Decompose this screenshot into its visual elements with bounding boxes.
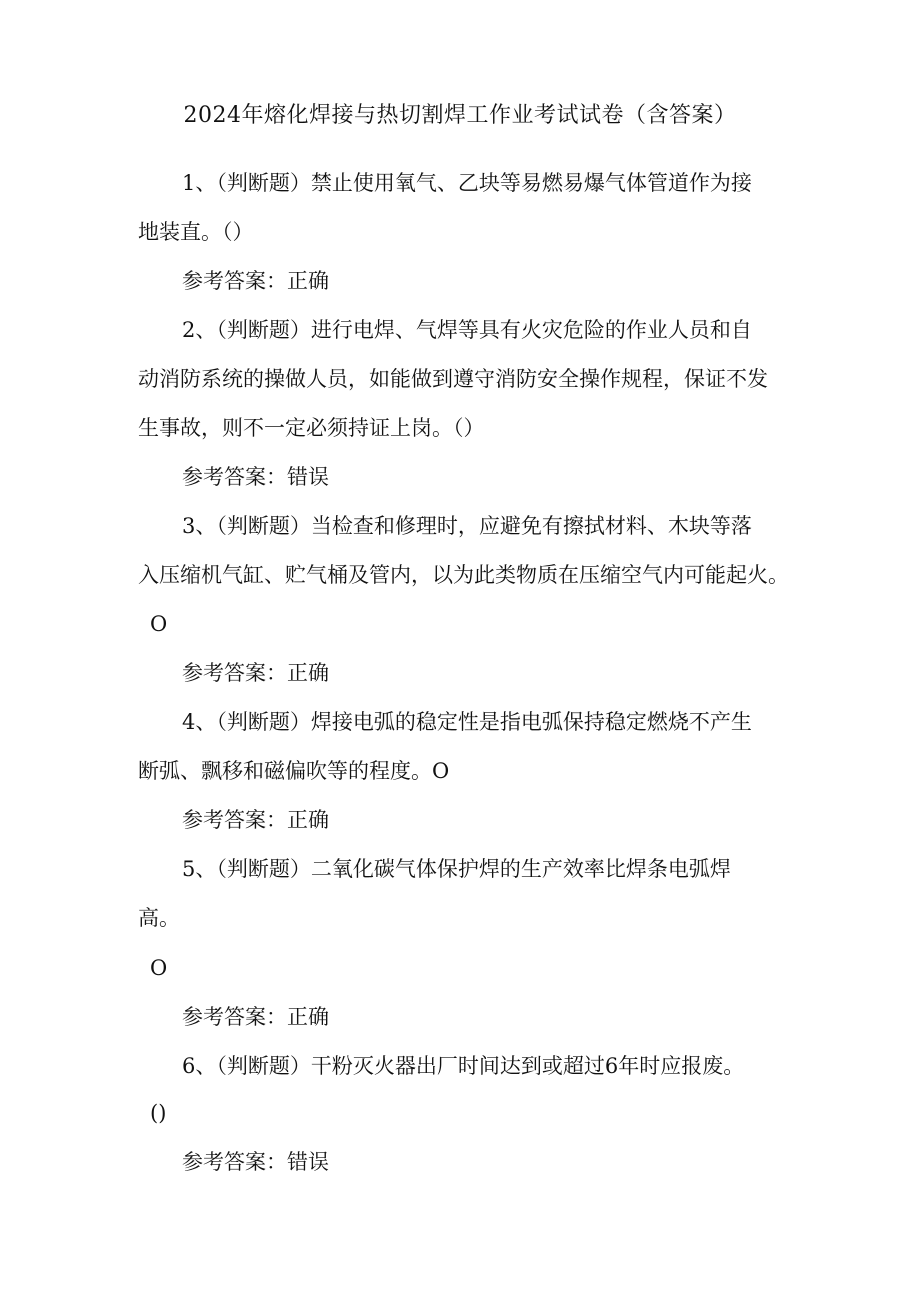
question-2-line-1: 2、（判断题）进行电焊、气焊等具有火灾危险的作业人员和自 xyxy=(182,318,752,342)
question-5-line-1: 5、（判断题）二氧化碳气体保护焊的生产效率比焊条电弧焊 xyxy=(182,857,731,881)
question-1-line-1: 1、（判断题）禁止使用氧气、乙块等易燃易爆气体管道作为接 xyxy=(182,171,752,195)
question-3-line-3: O xyxy=(150,612,168,636)
question-1-answer: 参考答案：正确 xyxy=(182,269,329,293)
question-3-line-1: 3、（判断题）当检查和修理时，应避免有擦拭材料、木块等落 xyxy=(182,514,752,538)
question-6-answer: 参考答案：错误 xyxy=(182,1150,329,1174)
question-5-line-2: 高。 xyxy=(138,906,180,930)
question-2-line-2: 动消防系统的操做人员，如能做到遵守消防安全操作规程，保证不发 xyxy=(138,367,768,391)
question-5-line-3: O xyxy=(150,956,168,980)
question-3-answer: 参考答案：正确 xyxy=(182,661,329,685)
question-3-line-2: 入压缩机气缸、贮气桶及管内，以为此类物质在压缩空气内可能起火。 xyxy=(138,563,789,587)
question-4-line-2: 断弧、飘移和磁偏吹等的程度。O xyxy=(138,759,450,783)
question-2-answer: 参考答案：错误 xyxy=(182,465,329,489)
document-title: 2024年熔化焊接与热切割焊工作业考试试卷（含答案） xyxy=(183,103,737,128)
question-4-answer: 参考答案：正确 xyxy=(182,808,329,832)
question-5-answer: 参考答案：正确 xyxy=(182,1005,329,1029)
question-6-line-2: () xyxy=(150,1101,167,1125)
question-6-line-1: 6、（判断题）干粉灭火器出厂时间达到或超过6年时应报废。 xyxy=(182,1054,745,1078)
question-4-line-1: 4、（判断题）焊接电弧的稳定性是指电弧保持稳定燃烧不产生 xyxy=(182,710,752,734)
question-2-line-3: 生事故，则不一定必须持证上岗。（） xyxy=(138,416,485,440)
question-1-line-2: 地装直。（） xyxy=(138,220,254,244)
